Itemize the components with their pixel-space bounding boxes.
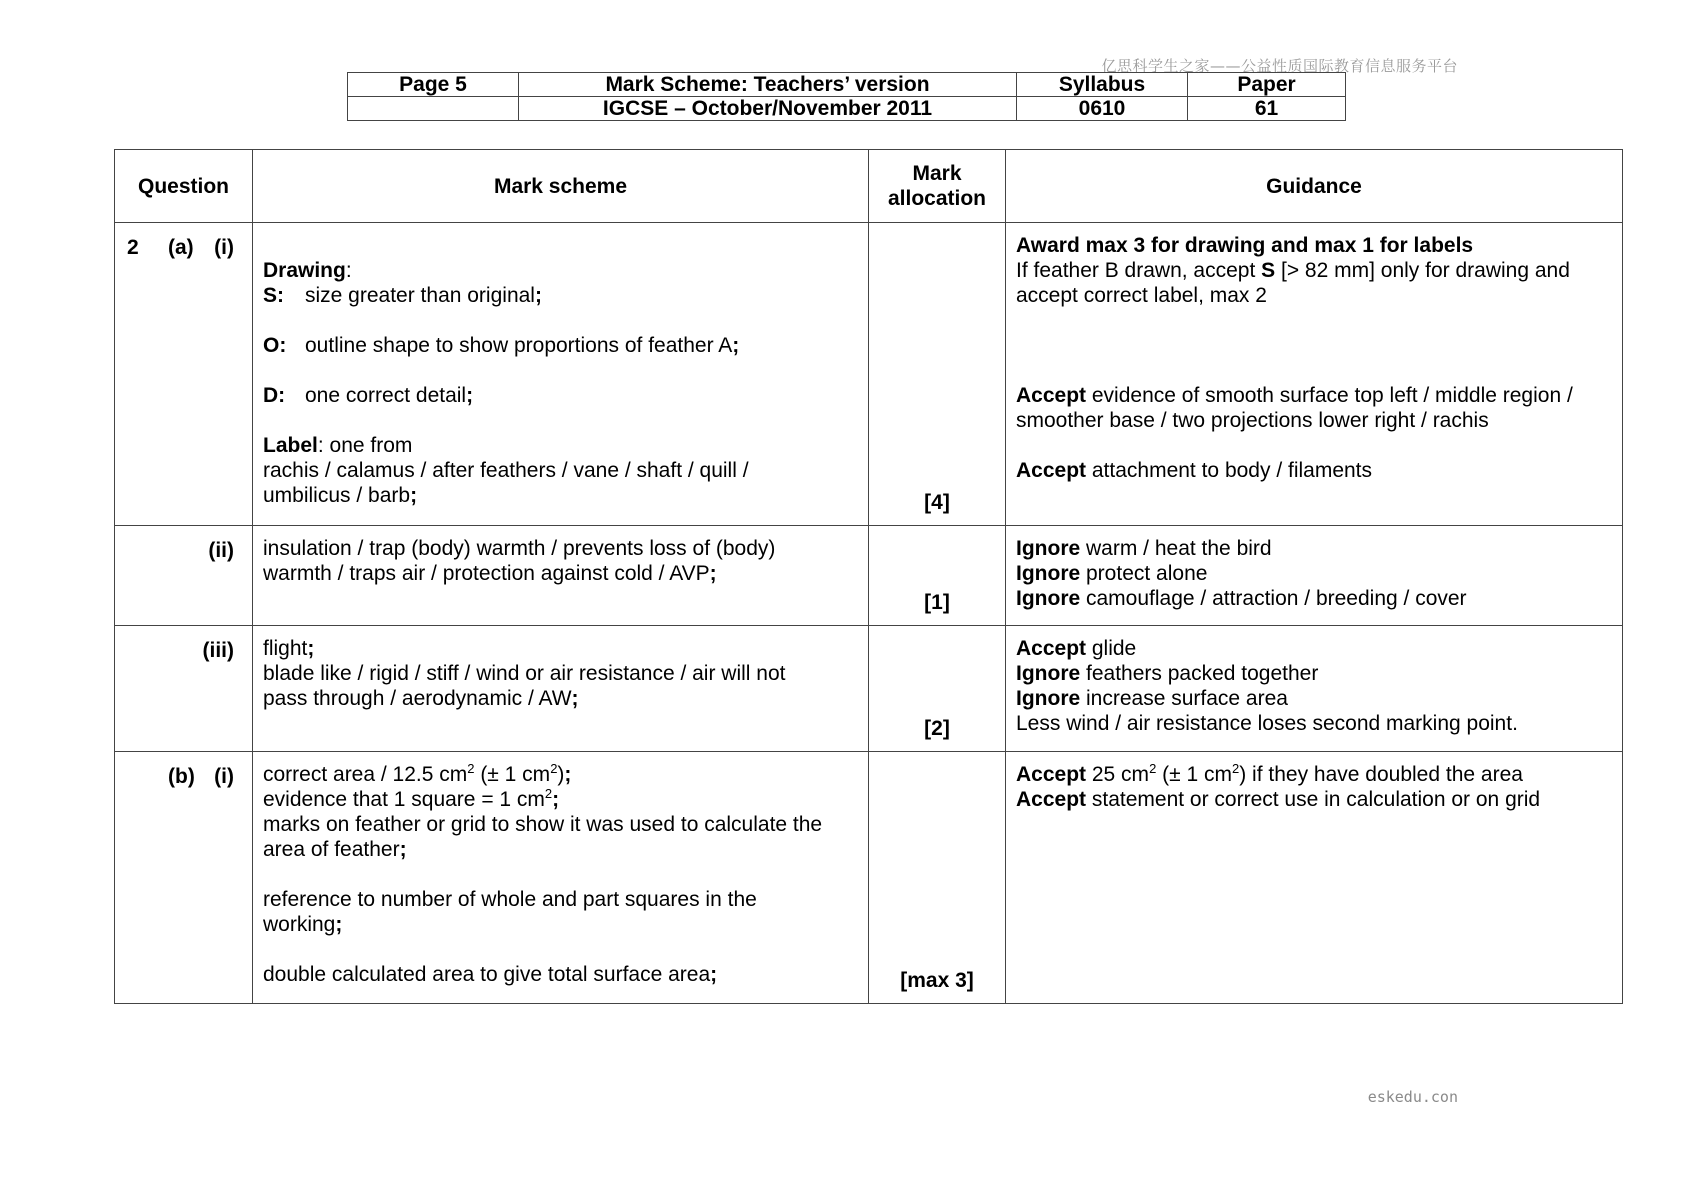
header-subtitle: IGCSE – October/November 2011	[519, 97, 1017, 121]
watermark-bottom: eskedu.con	[1367, 1088, 1458, 1106]
question-cell: (b) (i)	[115, 752, 253, 1004]
question-cell: (ii)	[115, 526, 253, 626]
mark-scheme-cell: insulation / trap (body) warmth / prevents loss of (body) warmth / traps air / protection against cold / AVP;	[253, 526, 869, 626]
watermark-top: 亿思科学生之家——公益性质国际教育信息服务平台	[1101, 57, 1458, 75]
guidance-cell: Accept 25 $cm^2$ (± 1 $cm^2$) if they have doubled the area Accept statement or correct use in calculation or on grid	[1006, 752, 1623, 1004]
mark-scheme-table	[114, 149, 1623, 1004]
mark-cell: [1]	[869, 526, 1006, 626]
guidance-cell: Ignore warm / heat the bird Ignore protect alone Ignore camouflage / attraction / breeding / cover	[1006, 526, 1623, 626]
guidance-cell: Accept glide Ignore feathers packed together Ignore increase surface area Less wind / air resistance loses second marking point.	[1006, 626, 1623, 752]
mark-scheme-cell: flight; blade like / rigid / stiff / wind or air resistance / air will not pass through / aerodynamic / AW;	[253, 626, 869, 752]
mark-cell: [max 3]	[869, 752, 1006, 1004]
mark-cell: [4]	[869, 223, 1006, 526]
mark-cell: [2]	[869, 626, 1006, 752]
col-mark-scheme: Mark scheme	[253, 150, 869, 223]
page-header-table	[347, 72, 1346, 121]
table-row	[115, 526, 1623, 626]
mark-scheme-cell: Drawing: S: size greater than original; O: outline shape to show proportions of feather A; D: one correct detail; Label: one from rachis / calamus / after feathers / vane / shaft / quill / umbilicus / barb;	[253, 223, 869, 526]
column-header-row	[115, 150, 1623, 223]
question-cell: 2 (a) (i)	[115, 223, 253, 526]
header-syllabus-value: 0610	[1017, 97, 1188, 121]
col-mark-allocation: Mark allocation	[869, 150, 1006, 223]
mark-scheme-cell: correct area / 12.5 $cm^2$ (± 1 $cm^2$); evidence that 1 square = 1 $cm^2$; marks on feather or grid to show it was used to calculate the area of feather; reference to number of whole and part squares in the working; double calculated area to give total surface area;	[253, 752, 869, 1004]
header-paper-value: 61	[1188, 97, 1346, 121]
col-question: Question	[115, 150, 253, 223]
header-syllabus-label: Syllabus	[1017, 73, 1188, 97]
header-title: Mark Scheme: Teachers’ version	[519, 73, 1017, 97]
table-row	[115, 626, 1623, 752]
header-page: Page 5	[348, 73, 519, 97]
question-cell: (iii)	[115, 626, 253, 752]
table-row	[115, 752, 1623, 1004]
col-guidance: Guidance	[1006, 150, 1623, 223]
header-paper-label: Paper	[1188, 73, 1346, 97]
table-row	[115, 223, 1623, 526]
header-empty	[348, 97, 519, 121]
guidance-cell: Award max 3 for drawing and max 1 for labels If feather B drawn, accept S [> 82 mm] only for drawing and accept correct label, max 2 Accept evidence of smooth surface top left / middle region / smoother base / two projections lower right / rachis Accept attachment to body / filaments	[1006, 223, 1623, 526]
